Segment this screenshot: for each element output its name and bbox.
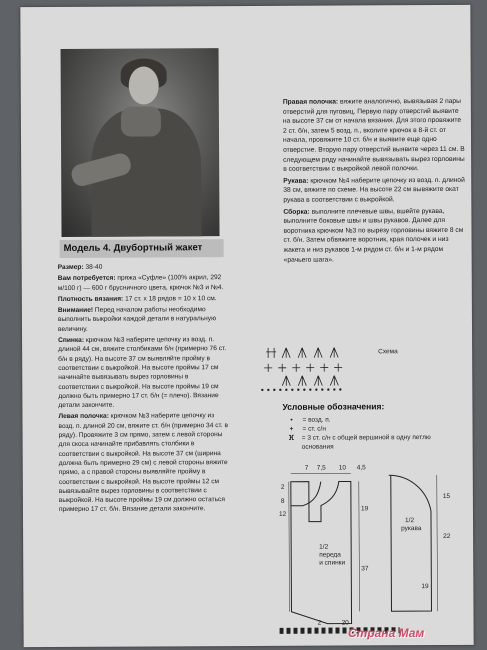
pattern-diagram	[259, 461, 470, 634]
assembly-text: выполните плечевые швы, вшейте рукава, выполните боковые швы и швы рукавов. Далее для воротника крючком №3 по вырезу горловины вяжите 8 см ст. б/н. Затем обвяжите воротник, края полочек и низ жакета и низ рукавов 1-м рядом ст. б/н и 1-м рядом «рачьего шага».	[283, 207, 464, 264]
materials-paragraph	[58, 273, 230, 292]
sleeve-text: крючком №4 наберите цепочку из возд. п. длиной 38 см, вяжите по схеме. На высоте 22 см вывяжите окат рукава в соответствии с выкройкой.	[283, 176, 465, 204]
sleeve-paragraph	[283, 176, 465, 206]
dim-top-2: 7,5	[316, 464, 326, 472]
scheme-stitch-2	[282, 348, 290, 358]
model-caption	[60, 239, 224, 258]
attention-text: Перед началом работы необходимо выполнить выкройки каждой детали в натуральную величину.	[57, 306, 217, 333]
model-photo	[61, 48, 220, 237]
materials-text: пряжа «Суфле» (100% акрил, 292 м/100 г) — 600 г брусничного цвета, крючок №3 и №4.	[57, 274, 224, 292]
dim-top-4: 4,5	[356, 464, 366, 472]
legend-title: Условные обозначения:	[282, 401, 385, 412]
size-paragraph	[58, 262, 230, 272]
materials-label: Вам потребуется:	[57, 274, 116, 283]
legend-text: = возд. п.	[302, 416, 331, 424]
size-text: 38-40	[85, 263, 103, 271]
attention-label: Внимание!	[57, 306, 94, 315]
site-watermark: Страна Мам	[348, 626, 425, 640]
legend	[284, 415, 454, 452]
right-front-label: Правая полочка:	[282, 98, 339, 106]
right-front-paragraph	[283, 97, 465, 175]
neckline-curve	[291, 482, 321, 506]
assembly-paragraph	[283, 206, 465, 265]
legend-symbol: •	[290, 416, 293, 424]
dim-bottom-2: 20	[341, 619, 349, 627]
scheme-label: Схема	[378, 348, 398, 356]
scheme-row-sc	[264, 364, 342, 372]
dimension-lines	[289, 473, 438, 630]
assembly-label: Сборка:	[283, 208, 310, 216]
sleeve-label-1: 1/2	[405, 517, 415, 525]
body-label-3: и спинки	[319, 559, 346, 567]
legend-symbol: ⴼ	[288, 434, 295, 442]
left-front-text: крючком №3 наберите цепочку из возд. п. длиной 20 см, вяжите ст. б/н (примерно 34 ст. в ряду). Провяжите 3 см прямо, затем с левой стороны для скоса начинайте прибавлять столбики в соответствии с выкройкой. На высоте 37 см (ширина должна быть примерно 29 см) с левой стороны вяжите прямо, а с правой стороны выявляйте пройму в соответствии с выкройкой. На высоте проймы 12 см вывязывайте вырез горловины в соответствии с выкройкой. На высоте проймы 19 см должно остаться примерно 17 ст. б/н. Вязание детали закончите.	[58, 412, 228, 514]
dim-top-1: 7	[304, 464, 309, 472]
size-label: Размер:	[57, 263, 84, 271]
dim-bottom-1: 2	[317, 619, 322, 627]
dim-right-2: 37	[361, 565, 369, 573]
scheme-stitch-5	[330, 348, 338, 358]
scheme-stitch-4	[314, 348, 322, 358]
body-label-1: 1/2	[319, 543, 329, 551]
back-text: крючком №3 наберите цепочку из возд. п. длиной 44 см, вяжите столбиками б/н (примерно 76 ст. б/н в ряду). На высоте 37 см выявляйте пройму в соответствии с выкройкой. На высоте проймы 17 см начинайте вывязывать вырез горловины в соответствии с выкройкой. На высоте проймы 19 см должно быть примерно 17 ст. б/н (= плечо). Вязание детали закончите.	[58, 336, 227, 410]
body-label-2: переда	[319, 551, 341, 559]
dim-left-1: 2	[280, 483, 285, 491]
sleeve-dim-2: 22	[443, 532, 451, 540]
legend-symbol: +	[289, 425, 294, 433]
legend-text: = 3 ст. с/н с общей вершиной в одну петлю основания	[301, 434, 431, 451]
legend-text: = ст. с/н	[302, 425, 326, 433]
sleeve-label: Рукава:	[283, 177, 309, 185]
left-front-label: Левая полочка:	[58, 413, 109, 421]
photo-head	[129, 66, 159, 104]
sleeve-label-2: рукава	[401, 525, 422, 533]
scheme-row-cluster	[282, 376, 338, 386]
sleeve-dim-1: 15	[442, 492, 451, 500]
dim-left-3: 12	[278, 510, 287, 518]
right-front-text: вяжите аналогично, вывязывая 2 пары отверстий для пуговиц. Первую пару отверстий выявите на высоте 37 см от начала вязания. Для этого провяжите 2 ст. б/н, затем 5 возд. п., вколите крючок в 8-й ст. от начала, провяжите 10 ст. б/н и выявите еще одно отверстие. Вторую пару отверстий выявите через 11 см. В следующем ряду начинайте вывязывать вырез горловины в соответствии с выкройкой левой полочки.	[282, 97, 465, 173]
left-column	[58, 262, 231, 517]
dim-right-1: 19	[360, 505, 369, 513]
dim-top-3: 10	[338, 464, 346, 472]
photo-collar	[121, 106, 161, 136]
gauge-paragraph	[58, 294, 230, 304]
sleeve-dim-3: 19	[421, 583, 429, 591]
crochet-scheme	[260, 341, 380, 394]
right-column	[283, 97, 466, 267]
scheme-stitch-3	[298, 348, 306, 358]
scheme-stitch-1	[266, 348, 276, 358]
back-label: Спинка:	[58, 336, 85, 345]
attention-paragraph	[58, 305, 230, 334]
magazine-page	[20, 5, 473, 647]
legend-item-cluster	[285, 433, 455, 452]
gauge-text: 17 ст. х 18 рядов = 10 х 10 см.	[125, 295, 217, 303]
gauge-label: Плотность вязания:	[57, 295, 124, 303]
caption-text: Модель 4. Двубортный жакет	[63, 242, 203, 254]
left-front-paragraph	[58, 412, 231, 515]
sleeve-outline	[389, 475, 432, 611]
dim-left-2: 8	[280, 497, 285, 505]
back-paragraph	[58, 335, 230, 410]
